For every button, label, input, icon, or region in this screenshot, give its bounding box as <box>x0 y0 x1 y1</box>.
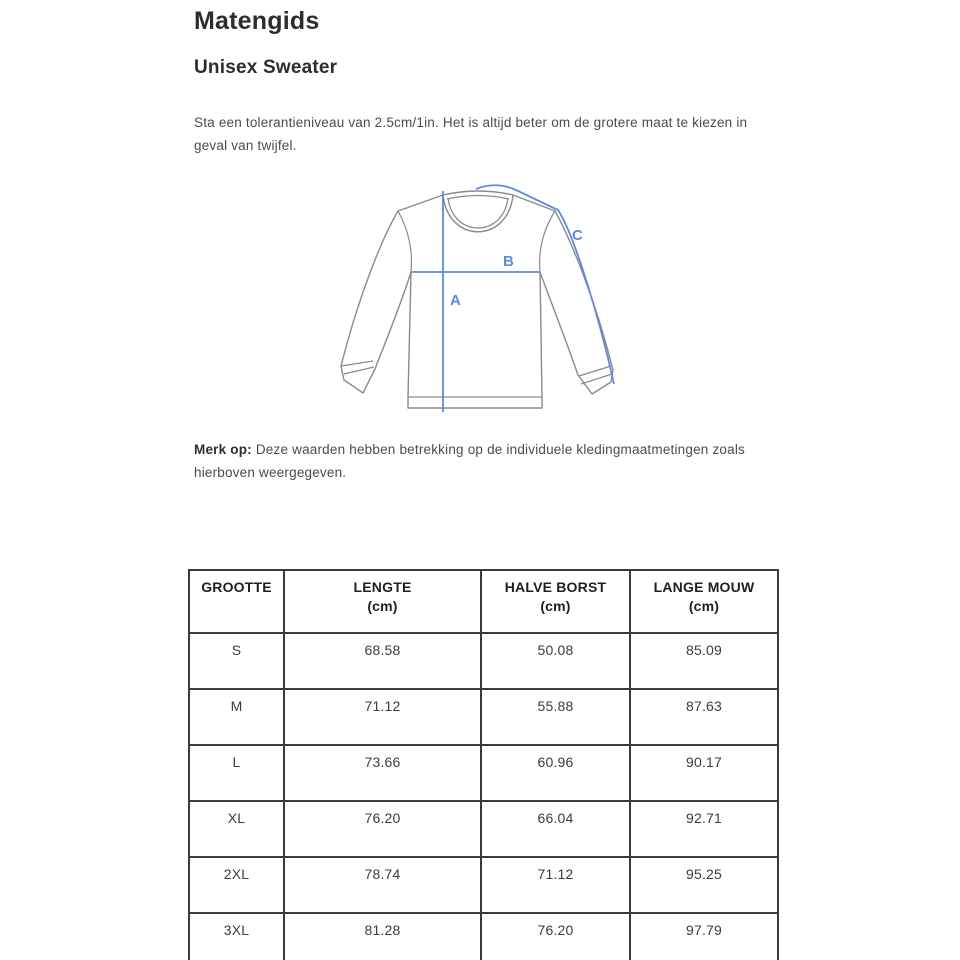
cell-halve-borst: 66.04 <box>481 801 630 857</box>
cell-halve-borst: 50.08 <box>481 633 630 689</box>
table-row-m <box>189 689 778 745</box>
note-text: Deze waarden hebben betrekking op de individuele kledingmaatmetingen zoals hierboven weergegeven. <box>194 442 745 480</box>
measure-label-c: C <box>572 227 583 244</box>
measure-label-b: B <box>503 253 514 270</box>
table-row-l <box>189 745 778 801</box>
sweater-outline <box>341 191 613 408</box>
cell-size: XL <box>189 801 284 857</box>
cell-size: M <box>189 689 284 745</box>
cell-halve-borst: 71.12 <box>481 857 630 913</box>
measure-label-a: A <box>450 292 461 309</box>
cell-size: S <box>189 633 284 689</box>
cell-lengte: 68.58 <box>284 633 481 689</box>
cell-lengte: 81.28 <box>284 913 481 960</box>
cell-lange-mouw: 90.17 <box>630 745 778 801</box>
cell-lange-mouw: 85.09 <box>630 633 778 689</box>
column-header-halve-borst: HALVE BORST (cm) <box>481 570 630 633</box>
table-row-2xl <box>189 857 778 913</box>
tolerance-note: Sta een tolerantieniveau van 2.5cm/1in. Het is altijd beter om de grotere maat te kiezen in geval van twijfel. <box>194 115 748 153</box>
cell-lange-mouw: 97.79 <box>630 913 778 960</box>
cell-halve-borst: 76.20 <box>481 913 630 960</box>
cell-lange-mouw: 87.63 <box>630 689 778 745</box>
cell-halve-borst: 60.96 <box>481 745 630 801</box>
table-row-s <box>189 633 778 689</box>
cell-lengte: 73.66 <box>284 745 481 801</box>
product-name: Unisex Sweater <box>194 57 338 78</box>
cell-lange-mouw: 92.71 <box>630 801 778 857</box>
table-row-xl <box>189 801 778 857</box>
cell-size: L <box>189 745 284 801</box>
note <box>194 438 746 484</box>
cell-lengte: 71.12 <box>284 689 481 745</box>
cell-size: 3XL <box>189 913 284 960</box>
table-row-3xl <box>189 913 778 960</box>
cell-lengte: 76.20 <box>284 801 481 857</box>
column-header-lange-mouw: LANGE MOUW (cm) <box>630 570 778 633</box>
size-table <box>188 569 779 960</box>
cell-size: 2XL <box>189 857 284 913</box>
column-header-grootte: GROOTTE <box>189 570 284 633</box>
sweater-measurement-diagram <box>330 170 630 420</box>
cell-halve-borst: 55.88 <box>481 689 630 745</box>
header-row <box>189 570 778 633</box>
page-title: Matengids <box>194 7 320 35</box>
cell-lange-mouw: 95.25 <box>630 857 778 913</box>
column-header-lengte: LENGTE (cm) <box>284 570 481 633</box>
cell-lengte: 78.74 <box>284 857 481 913</box>
note-label: Merk op: <box>194 442 252 457</box>
